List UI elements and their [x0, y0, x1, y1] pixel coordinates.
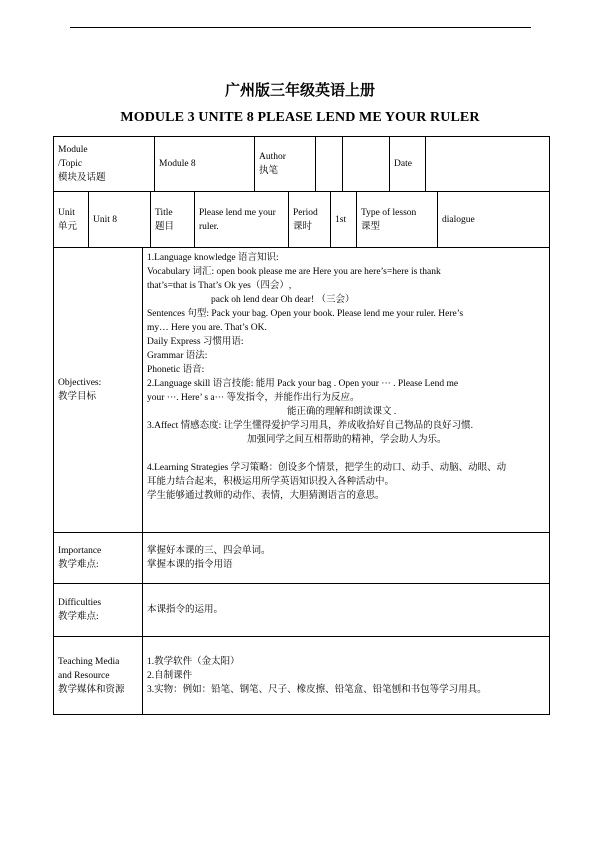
author-label-cell: Author 执笔	[255, 137, 316, 192]
objective-line: pack oh lend dear Oh dear! （三会）	[211, 295, 355, 305]
spacer	[147, 447, 545, 461]
title-label-cell: Title 题目	[151, 192, 195, 248]
media-label-cell: Teaching Media and Resource 教学媒体和资源	[54, 637, 143, 715]
module-info-table	[53, 136, 550, 192]
objective-line: Sentences 句型: Pack your bag. Open your book. Please lend me your ruler. Here’s	[147, 309, 464, 319]
type-label-cell: Type of lesson 课型	[357, 192, 438, 248]
author-value-cell	[316, 137, 343, 192]
period-label-cell: Period 课时	[289, 192, 331, 248]
page-title-english: MODULE 3 UNITE 8 PLEASE LEND ME YOUR RULER	[120, 110, 480, 125]
objective-line: 加强同学之间互相帮助的精神，学会助人为乐。	[247, 435, 447, 445]
objective-line: Daily Express 习惯用语:	[147, 337, 244, 347]
date-value-cell	[426, 137, 550, 192]
blank-cell	[343, 137, 390, 192]
objective-line: 3.Affect 情感态度: 让学生懂得爱护学习用具，养成收拾好自己物品的良好习惯.	[147, 421, 473, 431]
objective-line: that’s=that is That’s Ok yes（四会）,	[147, 281, 292, 291]
objective-line: your ···. Here’ s a··· 等发指令，并能作出行为反应。	[147, 393, 360, 403]
date-label-cell: Date	[390, 137, 426, 192]
media-content-cell: 1.教学软件（金太阳） 2.自制课件 3.实物：例如：铅笔、钢笔、尺子、橡皮擦、铅笔盒、铅笔刨和书包等学习用具。	[143, 637, 550, 715]
objective-line: 学生能够通过教师的动作、表情，大胆猜测语言的意思。	[147, 491, 385, 501]
objectives-content-cell	[143, 248, 550, 533]
objective-line: 能正确的理解和朗读课文 .	[287, 407, 397, 417]
page-title-chinese: 广州版三年级英语上册	[224, 81, 375, 99]
objective-line: 1.Language knowledge 语言知识:	[147, 253, 279, 263]
unit-info-table	[53, 191, 550, 248]
importance-content-cell: 掌握好本课的三、四会单词。 掌握本课的指令用语	[143, 533, 550, 584]
objective-line: 耳能力结合起来，积极运用所学英语知识投入各种活动中。	[147, 477, 395, 487]
unit-value-cell: Unit 8	[89, 192, 151, 248]
objective-line: Vocabulary 词汇: open book please me are Here you are here’s=here is thank	[147, 267, 441, 277]
module-label-cell: Module /Topic 模块及话题	[54, 137, 155, 192]
difficulties-label-cell: Difficulties 教学难点:	[54, 584, 143, 637]
header-rule	[70, 27, 531, 28]
title-value-cell: Please lend me your ruler.	[195, 192, 289, 248]
objective-line: my… Here you are. That’s OK.	[147, 323, 267, 333]
period-value-cell: 1st	[331, 192, 357, 248]
importance-label-cell: Importance 教学难点:	[54, 533, 143, 584]
module-value-cell: Module 8	[155, 137, 255, 192]
objective-line: 2.Language skill 语言技能: 能用 Pack your bag . Open your ··· . Please Lend me	[147, 379, 459, 389]
type-value-cell: dialogue	[438, 192, 550, 248]
objective-line: 4.Learning Strategies 学习策略：创设多个情景，把学生的动口、动手、动脑、动眼、动	[147, 463, 507, 473]
objectives-label-cell: Objectives: 教学目标	[54, 248, 143, 533]
difficulties-content-cell: 本课指令的运用。	[143, 584, 550, 637]
objective-line: Grammar 语法:	[147, 351, 208, 361]
objective-line: Phonetic 语音:	[147, 365, 205, 375]
unit-label-cell: Unit 单元	[54, 192, 89, 248]
lesson-plan-table	[53, 247, 550, 715]
